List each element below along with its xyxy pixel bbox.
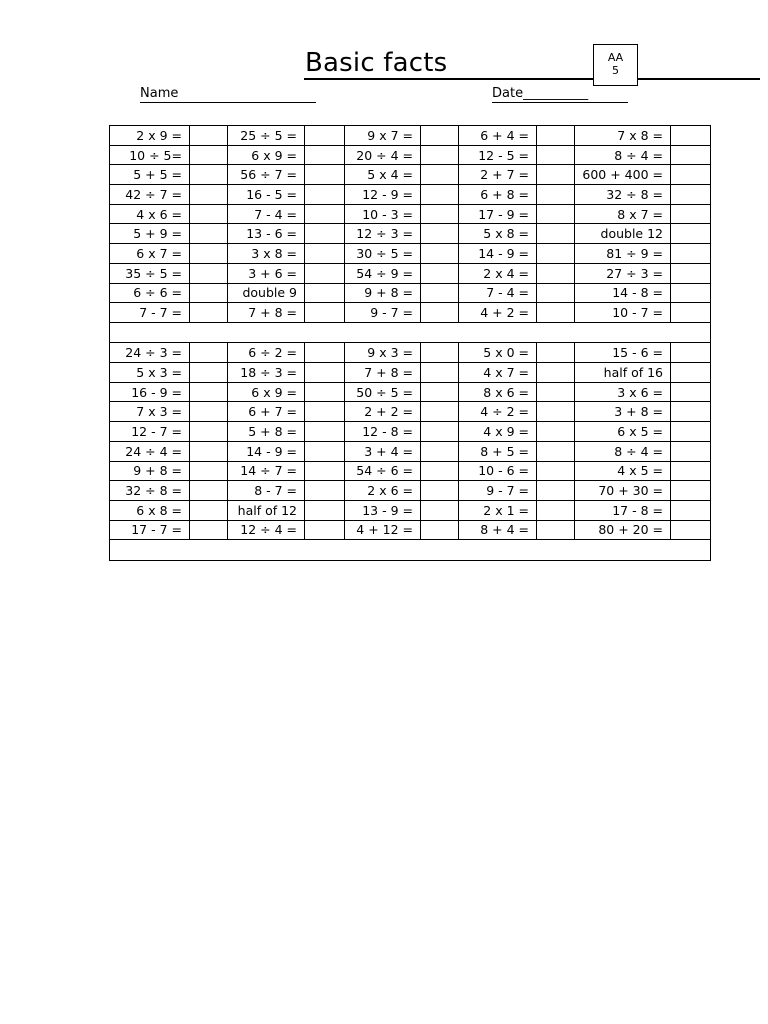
answer-cell[interactable]	[537, 126, 575, 146]
answer-cell[interactable]	[421, 402, 459, 422]
worksheet-title: Basic facts	[304, 46, 760, 80]
answer-cell[interactable]	[671, 382, 711, 402]
fact-cell: 8 + 4 =	[459, 520, 537, 540]
table-row	[110, 303, 711, 323]
answer-cell[interactable]	[305, 441, 345, 461]
fact-cell: 9 + 8 =	[110, 461, 190, 481]
fact-cell: 3 + 6 =	[228, 263, 305, 283]
fact-cell: 9 x 3 =	[345, 343, 421, 363]
answer-cell[interactable]	[421, 244, 459, 264]
answer-cell[interactable]	[190, 500, 228, 520]
answer-cell[interactable]	[537, 224, 575, 244]
answer-cell[interactable]	[671, 402, 711, 422]
answer-cell[interactable]	[190, 185, 228, 205]
fact-cell: 6 + 8 =	[459, 185, 537, 205]
answer-cell[interactable]	[671, 263, 711, 283]
answer-cell[interactable]	[537, 343, 575, 363]
answer-cell[interactable]	[537, 363, 575, 383]
fact-cell: 9 x 7 =	[345, 126, 421, 146]
fact-cell: 17 - 8 =	[575, 500, 671, 520]
table-row	[110, 185, 711, 205]
answer-cell[interactable]	[671, 441, 711, 461]
fact-cell: 5 + 5 =	[110, 165, 190, 185]
answer-cell[interactable]	[190, 422, 228, 442]
answer-cell[interactable]	[671, 461, 711, 481]
spacer-cell	[110, 540, 711, 561]
fact-cell: 9 + 8 =	[345, 283, 421, 303]
answer-cell[interactable]	[305, 224, 345, 244]
fact-cell: 2 + 2 =	[345, 402, 421, 422]
fact-cell: 7 - 4 =	[228, 204, 305, 224]
fact-cell: 6 x 5 =	[575, 422, 671, 442]
facts-table	[109, 125, 711, 561]
answer-cell[interactable]	[671, 283, 711, 303]
table-row	[110, 520, 711, 540]
answer-cell[interactable]	[537, 520, 575, 540]
fact-cell: 10 - 7 =	[575, 303, 671, 323]
answer-cell[interactable]	[421, 520, 459, 540]
fact-cell: 9 - 7 =	[345, 303, 421, 323]
answer-cell[interactable]	[305, 461, 345, 481]
fact-cell: 16 - 5 =	[228, 185, 305, 205]
fact-cell: 5 x 0 =	[459, 343, 537, 363]
answer-cell[interactable]	[305, 204, 345, 224]
spacer-row	[110, 540, 711, 561]
answer-cell[interactable]	[305, 145, 345, 165]
table-row	[110, 461, 711, 481]
fact-cell: 13 - 9 =	[345, 500, 421, 520]
answer-cell[interactable]	[421, 382, 459, 402]
fact-cell: 13 - 6 =	[228, 224, 305, 244]
answer-cell[interactable]	[671, 481, 711, 501]
answer-cell[interactable]	[537, 441, 575, 461]
answer-cell[interactable]	[190, 343, 228, 363]
fact-cell: half of 16	[575, 363, 671, 383]
level-box	[593, 44, 638, 86]
fact-cell: 10 - 3 =	[345, 204, 421, 224]
answer-cell[interactable]	[305, 283, 345, 303]
answer-cell[interactable]	[305, 402, 345, 422]
fact-cell: 2 x 9 =	[110, 126, 190, 146]
table-row	[110, 343, 711, 363]
fact-cell: 27 ÷ 3 =	[575, 263, 671, 283]
table-row	[110, 363, 711, 383]
fact-cell: 80 + 20 =	[575, 520, 671, 540]
answer-cell[interactable]	[537, 145, 575, 165]
fact-cell: 32 ÷ 8 =	[110, 481, 190, 501]
answer-cell[interactable]	[537, 422, 575, 442]
fact-cell: 7 - 7 =	[110, 303, 190, 323]
fact-cell: 4 x 7 =	[459, 363, 537, 383]
fact-cell: 6 x 7 =	[110, 244, 190, 264]
answer-cell[interactable]	[537, 283, 575, 303]
answer-cell[interactable]	[190, 303, 228, 323]
answer-cell[interactable]	[537, 461, 575, 481]
answer-cell[interactable]	[190, 126, 228, 146]
fact-cell: 6 x 9 =	[228, 382, 305, 402]
fact-cell: 3 + 8 =	[575, 402, 671, 422]
table-row	[110, 126, 711, 146]
fact-cell: 5 + 9 =	[110, 224, 190, 244]
fact-cell: 8 - 7 =	[228, 481, 305, 501]
answer-cell[interactable]	[671, 520, 711, 540]
answer-cell[interactable]	[537, 165, 575, 185]
table-row	[110, 481, 711, 501]
answer-cell[interactable]	[537, 481, 575, 501]
fact-cell: 8 + 5 =	[459, 441, 537, 461]
answer-cell[interactable]	[537, 204, 575, 224]
answer-cell[interactable]	[190, 224, 228, 244]
fact-cell: 14 - 9 =	[228, 441, 305, 461]
fact-cell: 16 - 9 =	[110, 382, 190, 402]
answer-cell[interactable]	[305, 481, 345, 501]
answer-cell[interactable]	[671, 126, 711, 146]
fact-cell: 5 x 4 =	[345, 165, 421, 185]
answer-cell[interactable]	[671, 303, 711, 323]
fact-cell: 8 x 7 =	[575, 204, 671, 224]
answer-cell[interactable]	[537, 244, 575, 264]
answer-cell[interactable]	[421, 224, 459, 244]
answer-cell[interactable]	[190, 363, 228, 383]
fact-cell: 30 ÷ 5 =	[345, 244, 421, 264]
answer-cell[interactable]	[190, 402, 228, 422]
table-row	[110, 382, 711, 402]
answer-cell[interactable]	[421, 441, 459, 461]
answer-cell[interactable]	[421, 500, 459, 520]
answer-cell[interactable]	[671, 422, 711, 442]
fact-cell: 7 x 3 =	[110, 402, 190, 422]
answer-cell[interactable]	[421, 422, 459, 442]
fact-cell: 600 + 400 =	[575, 165, 671, 185]
fact-cell: 4 + 12 =	[345, 520, 421, 540]
fact-cell: 14 - 8 =	[575, 283, 671, 303]
answer-cell[interactable]	[190, 145, 228, 165]
fact-cell: 5 x 3 =	[110, 363, 190, 383]
answer-cell[interactable]	[421, 343, 459, 363]
answer-cell[interactable]	[671, 500, 711, 520]
answer-cell[interactable]	[190, 244, 228, 264]
answer-cell[interactable]	[671, 145, 711, 165]
table-row	[110, 165, 711, 185]
fact-cell: 81 ÷ 9 =	[575, 244, 671, 264]
answer-cell[interactable]	[537, 303, 575, 323]
level-line-1: AA	[607, 51, 624, 64]
date-field[interactable]	[492, 86, 628, 103]
fact-cell: 6 x 8 =	[110, 500, 190, 520]
table-row	[110, 224, 711, 244]
answer-cell[interactable]	[671, 185, 711, 205]
answer-cell[interactable]	[190, 461, 228, 481]
fact-cell: 17 - 9 =	[459, 204, 537, 224]
answer-cell[interactable]	[190, 263, 228, 283]
fact-cell: 35 ÷ 5 =	[110, 263, 190, 283]
answer-cell[interactable]	[421, 204, 459, 224]
table-row	[110, 283, 711, 303]
answer-cell[interactable]	[421, 126, 459, 146]
answer-cell[interactable]	[421, 185, 459, 205]
fact-cell: 6 + 4 =	[459, 126, 537, 146]
answer-cell[interactable]	[190, 382, 228, 402]
spacer-cell	[110, 322, 711, 343]
fact-cell: 4 x 5 =	[575, 461, 671, 481]
table-row	[110, 204, 711, 224]
fact-cell: 2 + 7 =	[459, 165, 537, 185]
level-line-2: 5	[612, 64, 619, 77]
fact-cell: 8 ÷ 4 =	[575, 441, 671, 461]
fact-cell: double 9	[228, 283, 305, 303]
fact-cell: 4 x 9 =	[459, 422, 537, 442]
fact-cell: 3 x 8 =	[228, 244, 305, 264]
fact-cell: 12 - 8 =	[345, 422, 421, 442]
answer-cell[interactable]	[671, 244, 711, 264]
answer-cell[interactable]	[305, 422, 345, 442]
answer-cell[interactable]	[671, 363, 711, 383]
fact-cell: 18 ÷ 3 =	[228, 363, 305, 383]
answer-cell[interactable]	[305, 363, 345, 383]
fact-cell: 2 x 1 =	[459, 500, 537, 520]
fact-cell: 17 - 7 =	[110, 520, 190, 540]
fact-cell: 56 ÷ 7 =	[228, 165, 305, 185]
fact-cell: 3 + 4 =	[345, 441, 421, 461]
fact-cell: double 12	[575, 224, 671, 244]
fact-cell: 7 + 8 =	[228, 303, 305, 323]
fact-cell: 8 ÷ 4 =	[575, 145, 671, 165]
fact-cell: 6 ÷ 2 =	[228, 343, 305, 363]
answer-cell[interactable]	[421, 165, 459, 185]
answer-cell[interactable]	[305, 126, 345, 146]
answer-cell[interactable]	[190, 283, 228, 303]
fact-cell: 12 ÷ 3 =	[345, 224, 421, 244]
date-label: Date__________	[492, 86, 589, 101]
answer-cell[interactable]	[421, 363, 459, 383]
fact-cell: 5 + 8 =	[228, 422, 305, 442]
fact-cell: 12 - 9 =	[345, 185, 421, 205]
fact-cell: 54 ÷ 9 =	[345, 263, 421, 283]
fact-cell: 20 ÷ 4 =	[345, 145, 421, 165]
answer-cell[interactable]	[537, 500, 575, 520]
table-row	[110, 441, 711, 461]
spacer-row	[110, 322, 711, 343]
answer-cell[interactable]	[190, 441, 228, 461]
fact-cell: 8 x 6 =	[459, 382, 537, 402]
fact-cell: 4 x 6 =	[110, 204, 190, 224]
answer-cell[interactable]	[190, 481, 228, 501]
answer-cell[interactable]	[305, 520, 345, 540]
fact-cell: 7 - 4 =	[459, 283, 537, 303]
fact-cell: 70 + 30 =	[575, 481, 671, 501]
fact-cell: 12 - 7 =	[110, 422, 190, 442]
table-row	[110, 422, 711, 442]
table-row	[110, 500, 711, 520]
answer-cell[interactable]	[305, 343, 345, 363]
fact-cell: 12 - 5 =	[459, 145, 537, 165]
fact-cell: 9 - 7 =	[459, 481, 537, 501]
answer-cell[interactable]	[421, 461, 459, 481]
name-label: Name	[140, 86, 179, 101]
fact-cell: 4 + 2 =	[459, 303, 537, 323]
answer-cell[interactable]	[537, 263, 575, 283]
fact-cell: 25 ÷ 5 =	[228, 126, 305, 146]
answer-cell[interactable]	[671, 224, 711, 244]
answer-cell[interactable]	[537, 382, 575, 402]
table-row	[110, 244, 711, 264]
fact-cell: 24 ÷ 3 =	[110, 343, 190, 363]
fact-cell: 2 x 6 =	[345, 481, 421, 501]
table-row	[110, 145, 711, 165]
answer-cell[interactable]	[421, 303, 459, 323]
answer-cell[interactable]	[305, 382, 345, 402]
answer-cell[interactable]	[190, 204, 228, 224]
fact-cell: 2 x 4 =	[459, 263, 537, 283]
answer-cell[interactable]	[671, 204, 711, 224]
answer-cell[interactable]	[537, 185, 575, 205]
answer-cell[interactable]	[190, 165, 228, 185]
answer-cell[interactable]	[537, 402, 575, 422]
table-row	[110, 263, 711, 283]
fact-cell: 7 + 8 =	[345, 363, 421, 383]
fact-cell: 3 x 6 =	[575, 382, 671, 402]
fact-cell: 10 ÷ 5=	[110, 145, 190, 165]
fact-cell: 14 - 9 =	[459, 244, 537, 264]
answer-cell[interactable]	[305, 303, 345, 323]
fact-cell: 15 - 6 =	[575, 343, 671, 363]
fact-cell: 54 ÷ 6 =	[345, 461, 421, 481]
answer-cell[interactable]	[305, 244, 345, 264]
fact-cell: 50 ÷ 5 =	[345, 382, 421, 402]
name-field[interactable]	[140, 86, 316, 103]
table-row	[110, 402, 711, 422]
answer-cell[interactable]	[421, 145, 459, 165]
fact-cell: half of 12	[228, 500, 305, 520]
fact-cell: 24 ÷ 4 =	[110, 441, 190, 461]
answer-cell[interactable]	[190, 520, 228, 540]
answer-cell[interactable]	[421, 263, 459, 283]
answer-cell[interactable]	[671, 165, 711, 185]
fact-cell: 10 - 6 =	[459, 461, 537, 481]
fact-cell: 5 x 8 =	[459, 224, 537, 244]
answer-cell[interactable]	[421, 481, 459, 501]
answer-cell[interactable]	[671, 343, 711, 363]
fact-cell: 7 x 8 =	[575, 126, 671, 146]
fact-cell: 6 + 7 =	[228, 402, 305, 422]
answer-cell[interactable]	[421, 283, 459, 303]
fact-cell: 14 ÷ 7 =	[228, 461, 305, 481]
answer-cell[interactable]	[305, 185, 345, 205]
fact-cell: 42 ÷ 7 =	[110, 185, 190, 205]
fact-cell: 12 ÷ 4 =	[228, 520, 305, 540]
answer-cell[interactable]	[305, 263, 345, 283]
answer-cell[interactable]	[305, 165, 345, 185]
fact-cell: 6 ÷ 6 =	[110, 283, 190, 303]
fact-cell: 4 ÷ 2 =	[459, 402, 537, 422]
fact-cell: 6 x 9 =	[228, 145, 305, 165]
fact-cell: 32 ÷ 8 =	[575, 185, 671, 205]
answer-cell[interactable]	[305, 500, 345, 520]
